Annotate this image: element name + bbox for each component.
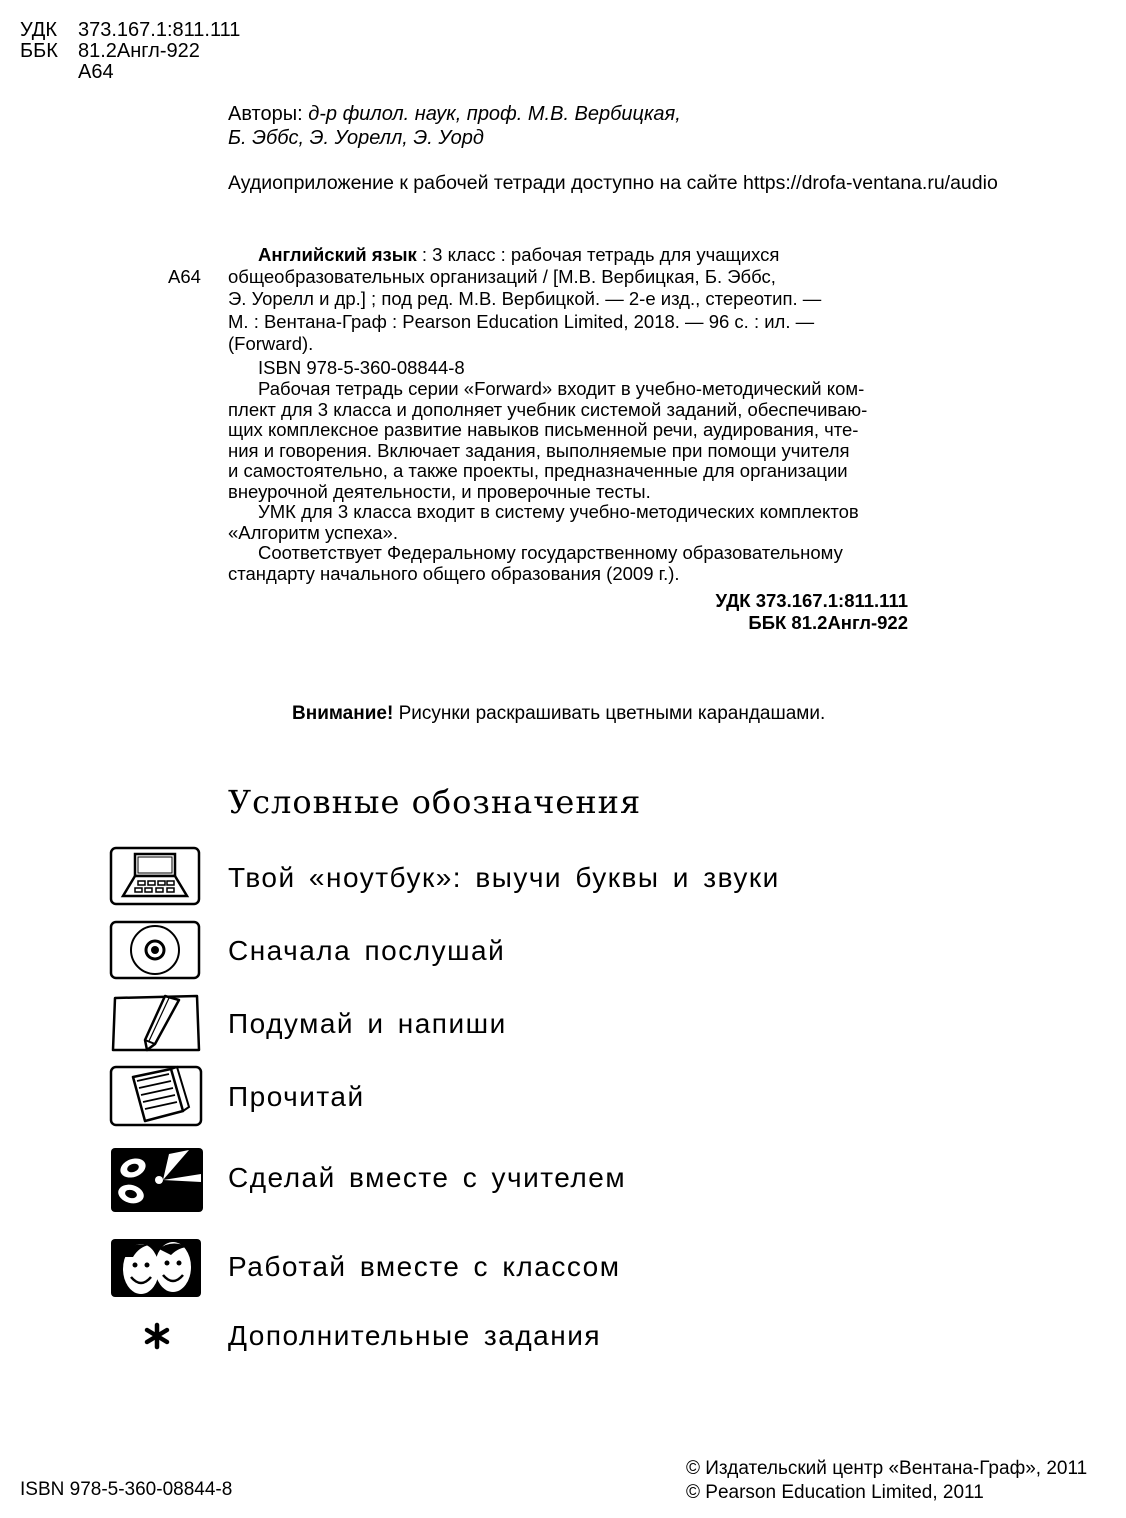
annotation-line: щих комплексное развитие навыков письменной речи, аудирования, чте- <box>228 419 859 441</box>
audio-note: Аудиоприложение к рабочей тетради доступно на сайте https://drofa-ventana.ru/audio <box>228 172 998 194</box>
umk-line: УМК для 3 класса входит в систему учебно-методических комплектов <box>258 501 859 523</box>
fgos-line: Соответствует Федеральному государственному образовательному <box>258 542 843 564</box>
annotation-line: ния и говорения. Включает задания, выполняемые при помощи учителя <box>228 439 850 461</box>
copyright-line: © Издательский центр «Вентана-Граф», 2011 <box>686 1458 1088 1479</box>
scissors-icon <box>109 1146 205 1214</box>
asterisk-icon <box>143 1322 171 1350</box>
udk-bold: УДК 373.167.1:811.111 <box>715 590 908 612</box>
biblio-line1: : 3 класс : рабочая тетрадь для учащихся <box>416 244 780 265</box>
notebook-icon <box>109 1065 203 1127</box>
bbk-label: ББК <box>20 40 58 62</box>
annotation-line: и самостоятельно, а также проекты, предназначенные для организации <box>228 460 848 482</box>
bbk-value: 81.2Англ-922 <box>78 40 200 62</box>
biblio-line5: (Forward). <box>228 332 314 354</box>
legend-label-write: Подумай и напиши <box>228 1008 507 1039</box>
annotation-line: Рабочая тетрадь серии «Forward» входит в учебно-методический ком- <box>258 378 865 400</box>
attention-text: Рисунки раскрашивать цветными карандашами. <box>393 703 826 724</box>
authors-line2: Б. Эббс, Э. Уорелл, Э. Уорд <box>228 127 484 149</box>
umk-line: «Алгоритм успеха». <box>228 521 398 543</box>
legend-label-extra: Дополнительные задания <box>228 1320 602 1351</box>
annotation-line: внеурочной деятельности, и проверочные тесты. <box>228 480 651 502</box>
cd-icon <box>109 920 201 980</box>
copyright-line: © Pearson Education Limited, 2011 <box>686 1482 984 1503</box>
legend-label-listen: Сначала послушай <box>228 935 506 966</box>
biblio-line4: М. : Вентана-Граф : Pearson Education Limited, 2018. — 96 с. : ил. — <box>228 310 815 332</box>
faces-icon <box>109 1237 203 1299</box>
biblio-line2: общеобразовательных организаций / [М.В. Вербицкая, Б. Эббс, <box>228 266 776 288</box>
book-title: Английский язык <box>258 244 417 265</box>
authors-block <box>228 102 681 150</box>
authors-label: Авторы: <box>228 103 303 125</box>
legend-label-read: Прочитай <box>228 1081 365 1112</box>
legend-title: Условные обозначения <box>228 783 642 821</box>
attention-label: Внимание! <box>292 703 394 724</box>
biblio-record <box>228 244 908 635</box>
attention-note <box>292 703 825 725</box>
pencil-icon <box>109 992 203 1054</box>
biblio-mark: А64 <box>168 266 201 287</box>
legend-label-notebook: Твой «ноутбук»: выучи буквы и звуки <box>228 862 780 893</box>
biblio-line3: Э. Уорелл и др.] ; под ред. М.В. Вербицкой. — 2-е изд., стереотип. — <box>228 288 822 310</box>
authors-line1: д-р филол. наук, проф. М.В. Вербицкая, <box>308 103 681 125</box>
annotation-line: плект для 3 класса и дополняет учебник системой заданий, обеспечиваю- <box>228 398 868 420</box>
bbk-bold: ББК 81.2Англ-922 <box>748 612 908 634</box>
legend-label-class: Работай вместе с классом <box>228 1251 621 1282</box>
laptop-icon <box>109 846 201 906</box>
footer-isbn: ISBN 978-5-360-08844-8 <box>20 1479 233 1500</box>
author-mark: А64 <box>78 61 114 83</box>
footer-copyright <box>686 1457 1087 1505</box>
annotation-block <box>228 379 908 584</box>
biblio-isbn: ISBN 978-5-360-08844-8 <box>258 357 465 379</box>
legend-label-teacher: Сделай вместе с учителем <box>228 1162 627 1193</box>
classification-block <box>20 20 240 83</box>
udk-label: УДК <box>20 19 58 41</box>
fgos-line: стандарту начального общего образования (2009 г.). <box>228 562 680 584</box>
udk-value: 373.167.1:811.111 <box>78 19 241 41</box>
